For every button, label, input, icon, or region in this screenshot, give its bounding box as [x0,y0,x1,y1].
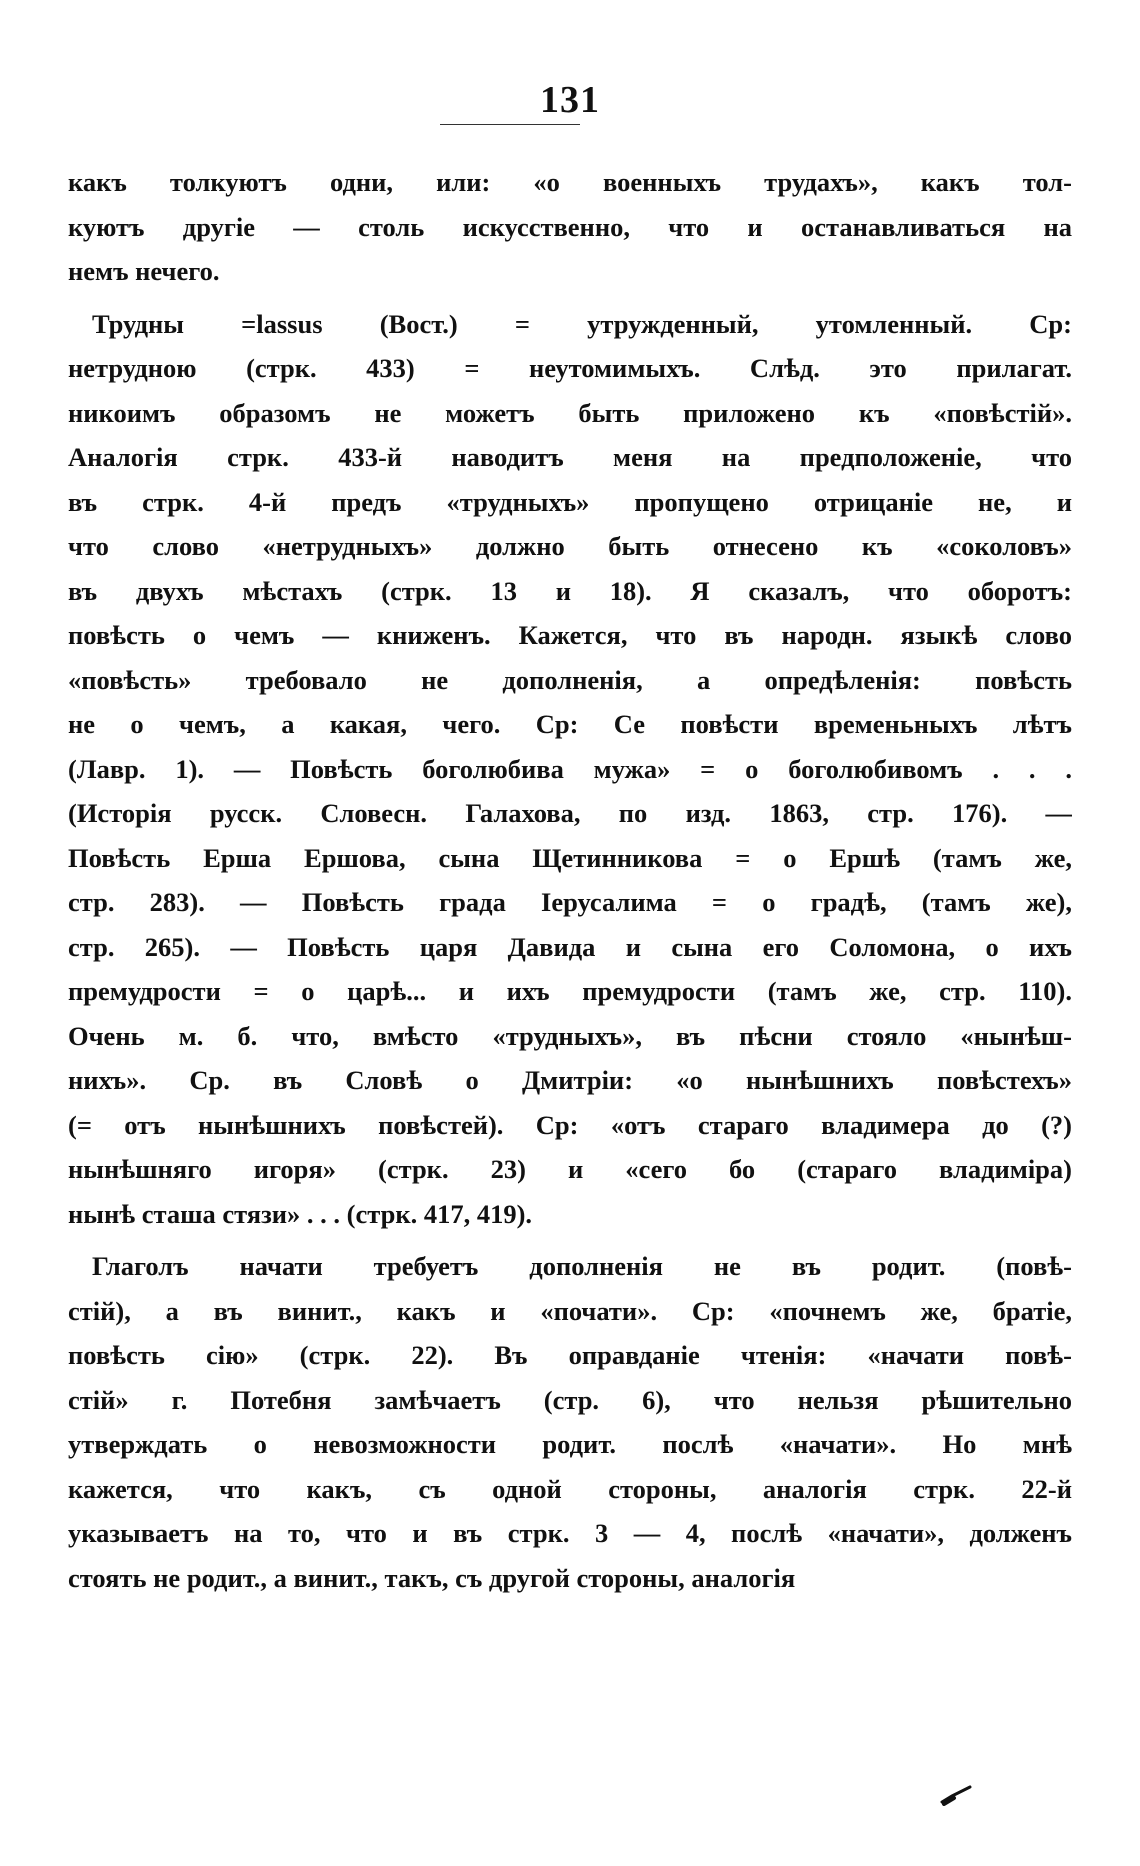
text-line: въ стрк. 4-й предъ «трудныхъ» пропущено отрицаніе не, и [68,486,1072,517]
text-line: (= отъ нынѣшнихъ повѣстей). Ср: «отъ стараго владимера до (?) [68,1109,1072,1140]
text-line: повѣсть о чемъ — книженъ. Кажется, что въ народн. языкѣ слово [68,620,1072,650]
text-line: нынѣшняго игоря» (стрк. 23) и «сего бо (стараго владиміра) [68,1154,1072,1184]
paragraph [68,160,1072,294]
body-text [68,160,1072,1600]
ink-mark [940,1784,976,1806]
text-line: въ двухъ мѣстахъ (стрк. 13 и 18). Я сказалъ, что оборотъ: [68,575,1072,606]
text-line: что слово «нетрудныхъ» должно быть отнесено къ «соколовъ» [68,531,1072,561]
text-line: Трудны =lassus (Вост.) = утружденный, утомленный. Ср: [92,308,1072,339]
paragraph-gap [68,294,1072,302]
text-line: стр. 265). — Повѣсть царя Давида и сына его Соломона, о ихъ [68,931,1072,962]
text-line: повѣсть сію» (стрк. 22). Въ оправданіе чтенія: «начати повѣ- [68,1340,1072,1370]
text-line: Аналогія стрк. 433-й наводитъ меня на предположеніе, что [68,442,1072,472]
text-line: Очень м. б. что, вмѣсто «трудныхъ», въ пѣсни стояло «нынѣш- [68,1020,1072,1051]
text-line: нынѣ сташа стязи» . . . (стрк. 417, 419). [68,1198,533,1229]
text-line: премудрости = о царѣ... и ихъ премудрости (тамъ же, стр. 110). [68,976,1072,1006]
text-line: нихъ». Ср. въ Словѣ о Дмитріи: «о нынѣшнихъ повѣстехъ» [68,1065,1072,1095]
text-line: стій), а въ винит., какъ и «почати». Ср: «почнемъ же, братіе, [68,1295,1072,1326]
paragraph [68,302,1072,1237]
page-number-rule [440,124,580,125]
text-line: (Исторія русск. Словесн. Галахова, по изд. 1863, стр. 176). — [68,798,1072,828]
paragraph [68,1244,1072,1600]
text-line: никоимъ образомъ не можетъ быть приложено къ «повѣстій». [68,397,1072,428]
text-line: указываетъ на то, что и въ стрк. 3 — 4, послѣ «начати», долженъ [68,1518,1072,1548]
text-line: немъ нечего. [68,256,220,286]
text-line: Глаголъ начати требуетъ дополненія не въ родит. (повѣ- [92,1251,1072,1281]
page-number: 131 [540,79,600,121]
text-line: нетрудною (стрк. 433) = неутомимыхъ. Слѣд. это прилагат. [68,353,1072,383]
text-line: куютъ другіе — столь искусственно, что и останавливаться на [68,211,1072,242]
text-line: Повѣсть Ерша Ершова, сына Щетинникова = о Ершѣ (тамъ же, [68,842,1072,873]
paragraph-gap [68,1236,1072,1244]
text-line: не о чемъ, а какая, чего. Ср: Се повѣсти временьныхъ лѣтъ [68,709,1072,739]
text-line: утверждать о невозможности родит. послѣ «начати». Но мнѣ [68,1429,1072,1459]
text-line: какъ толкуютъ одни, или: «о военныхъ трудахъ», какъ тол- [68,167,1072,197]
text-line: стій» г. Потебня замѣчаетъ (стр. 6), что нельзя рѣшительно [68,1384,1072,1415]
text-line: «повѣсть» требовало не дополненія, а опредѣленія: повѣсть [68,664,1072,695]
text-line: стр. 283). — Повѣсть града Іерусалима = о градѣ, (тамъ же), [68,887,1072,917]
text-line: (Лавр. 1). — Повѣсть боголюбива мужа» = о боголюбивомъ . . . [68,753,1072,784]
text-line: кажется, что какъ, съ одной стороны, аналогія стрк. 22-й [68,1473,1072,1504]
text-line: стоять не родит., а винит., такъ, съ другой стороны, аналогія [68,1562,796,1593]
